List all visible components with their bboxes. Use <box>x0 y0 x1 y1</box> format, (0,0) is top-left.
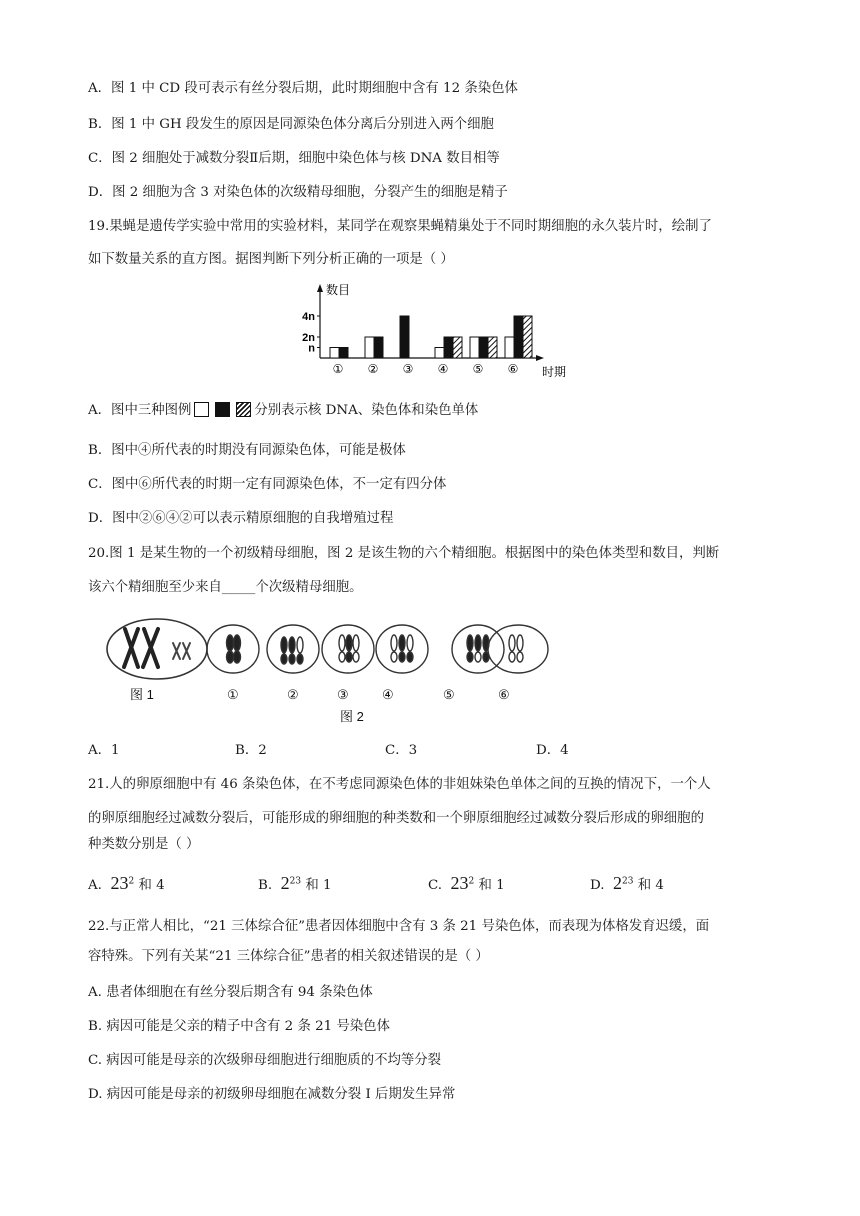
y-tick-label-2: n <box>308 342 315 355</box>
q19-option-b: B．图中④所代表的时期没有同源染色体，可能是极体 <box>88 443 406 458</box>
q20-stem-line2: 该六个精细胞至少来自_____个次级精母细胞。 <box>88 580 363 595</box>
fig1-label: 图 1 <box>130 687 154 702</box>
category-label-1: ② <box>367 362 379 376</box>
q18-option-c: C．图 2 细胞处于减数分裂Ⅱ后期，细胞中染色体与核 DNA 数目相等 <box>88 151 500 166</box>
y-tick-label-0: 4n <box>302 311 315 323</box>
q22-stem-line2: 容特殊。下列有关某“21 三体综合征”患者的相关叙述错误的是（ ） <box>88 949 489 964</box>
fig1-primary-spermatocyte <box>107 619 207 679</box>
bar-②-black <box>374 337 383 358</box>
bar-③-black <box>400 316 409 358</box>
y-tick-label-1: 2n <box>302 332 315 344</box>
cell-label-2: ② <box>287 687 299 702</box>
cell-label-4: ④ <box>382 687 394 702</box>
q22-option-c: C. 病因可能是母亲的次级卵母细胞进行细胞质的不均等分裂 <box>88 1053 442 1068</box>
category-label-0: ① <box>332 362 344 376</box>
q21-option-b: B. $2^{23}$ 和 1 <box>258 873 332 893</box>
q21-option-d: D. $2^{23}$ 和 4 <box>590 873 664 893</box>
bar-①-black <box>339 348 348 359</box>
bar-⑥-hatch <box>523 316 532 358</box>
q19-option-c: C．图中⑥所代表的时期一定有同源染色体，不一定有四分体 <box>88 477 447 492</box>
q19-option-a-prefix: A．图中三种图例 <box>88 403 192 418</box>
legend-hatch-swatch <box>236 402 251 417</box>
category-label-3: ④ <box>437 362 449 376</box>
q20-option-d: D．4 <box>536 743 569 758</box>
bar-⑤-white <box>470 337 479 358</box>
bar-⑤-hatch <box>488 337 497 358</box>
fig2-label: 图 2 <box>340 709 364 724</box>
x-axis-arrow <box>536 355 544 361</box>
cell-label-6: ⑥ <box>498 687 510 702</box>
q20-option-a: A．1 <box>88 743 120 758</box>
q20-stem-line1: 20.图 1 是某生物的一个初级精母细胞，图 2 是该生物的六个精细胞。根据图中的染色体类型和数目，判断 <box>88 546 720 561</box>
q18-option-d: D．图 2 细胞为含 3 对染色体的次级精母细胞，分裂产生的细胞是精子 <box>88 185 508 200</box>
q22-stem-line1: 22.与正常人相比，“21 三体综合征”患者因体细胞中含有 3 条 21 号染色体，而表现为体格发育迟缓，面 <box>88 919 710 934</box>
q18-option-a: A．图 1 中 CD 段可表示有丝分裂后期，此时期细胞中含有 12 条染色体 <box>88 81 518 96</box>
q21-stem-line1: 21.人的卵原细胞中有 46 条染色体，在不考虑同源染色体的非姐妹染色单体之间的互换的情况下，一个人 <box>88 777 711 792</box>
q22-option-d: D. 病因可能是母亲的初级卵母细胞在减数分裂 I 后期发生异常 <box>88 1087 456 1102</box>
q21-stem-line3: 种类数分别是（ ） <box>88 837 200 852</box>
q22-option-b: B. 病因可能是父亲的精子中含有 2 条 21 号染色体 <box>88 1019 390 1034</box>
q21-option-c: C. $23^2$ 和 1 <box>428 873 505 893</box>
q19-option-a <box>88 402 478 420</box>
q19-bar-chart <box>290 280 580 385</box>
q21-stem-line2: 的卵原细胞经过减数分裂后，可能形成的卵细胞的种类数和一个卵原细胞经过减数分裂后形成的卵细胞的 <box>88 811 704 826</box>
y-axis-arrow <box>317 284 323 292</box>
q18-option-b: B．图 1 中 GH 段发生的原因是同源染色体分离后分别进入两个细胞 <box>88 117 494 132</box>
bar-④-hatch <box>453 337 462 358</box>
legend-black-swatch <box>215 402 230 417</box>
x-axis-label: 时期 <box>542 365 567 379</box>
bar-①-white <box>330 348 339 359</box>
q20-option-b: B．2 <box>235 743 267 758</box>
category-label-5: ⑥ <box>507 362 519 376</box>
cell-label-5: ⑤ <box>443 687 455 702</box>
bar-⑤-black <box>479 337 488 358</box>
q19-stem-line1: 19.果蝇是遗传学实验中常用的实验材料，某同学在观察果蝇精巢处于不同时期细胞的永久装片时，绘制了 <box>88 219 712 234</box>
bar-④-white <box>435 348 444 359</box>
q20-cell-figure <box>100 615 560 730</box>
legend-white-swatch <box>194 402 209 417</box>
chart-bars <box>330 316 532 358</box>
q22-option-a: A. 患者体细胞在有丝分裂后期含有 94 条染色体 <box>88 985 373 1000</box>
cell-label-3: ③ <box>337 687 349 702</box>
bar-④-black <box>444 337 453 358</box>
cell-label-1: ① <box>227 687 239 702</box>
q19-stem-line2: 如下数量关系的直方图。据图判断下列分析正确的一项是（ ） <box>88 252 454 267</box>
q19-option-a-suffix: 分别表示核 DNA、染色体和染色单体 <box>254 403 479 418</box>
q19-option-d: D．图中②⑥④②可以表示精原细胞的自我增殖过程 <box>88 511 394 526</box>
y-axis-label: 数目 <box>326 283 351 297</box>
q20-option-c: C．3 <box>385 743 418 758</box>
bar-⑥-white <box>505 337 514 358</box>
bar-②-white <box>365 337 374 358</box>
category-label-2: ③ <box>402 362 414 376</box>
category-label-4: ⑤ <box>472 362 484 376</box>
bar-⑥-black <box>514 316 523 358</box>
q21-option-a: A. $23^2$ 和 4 <box>88 873 165 893</box>
